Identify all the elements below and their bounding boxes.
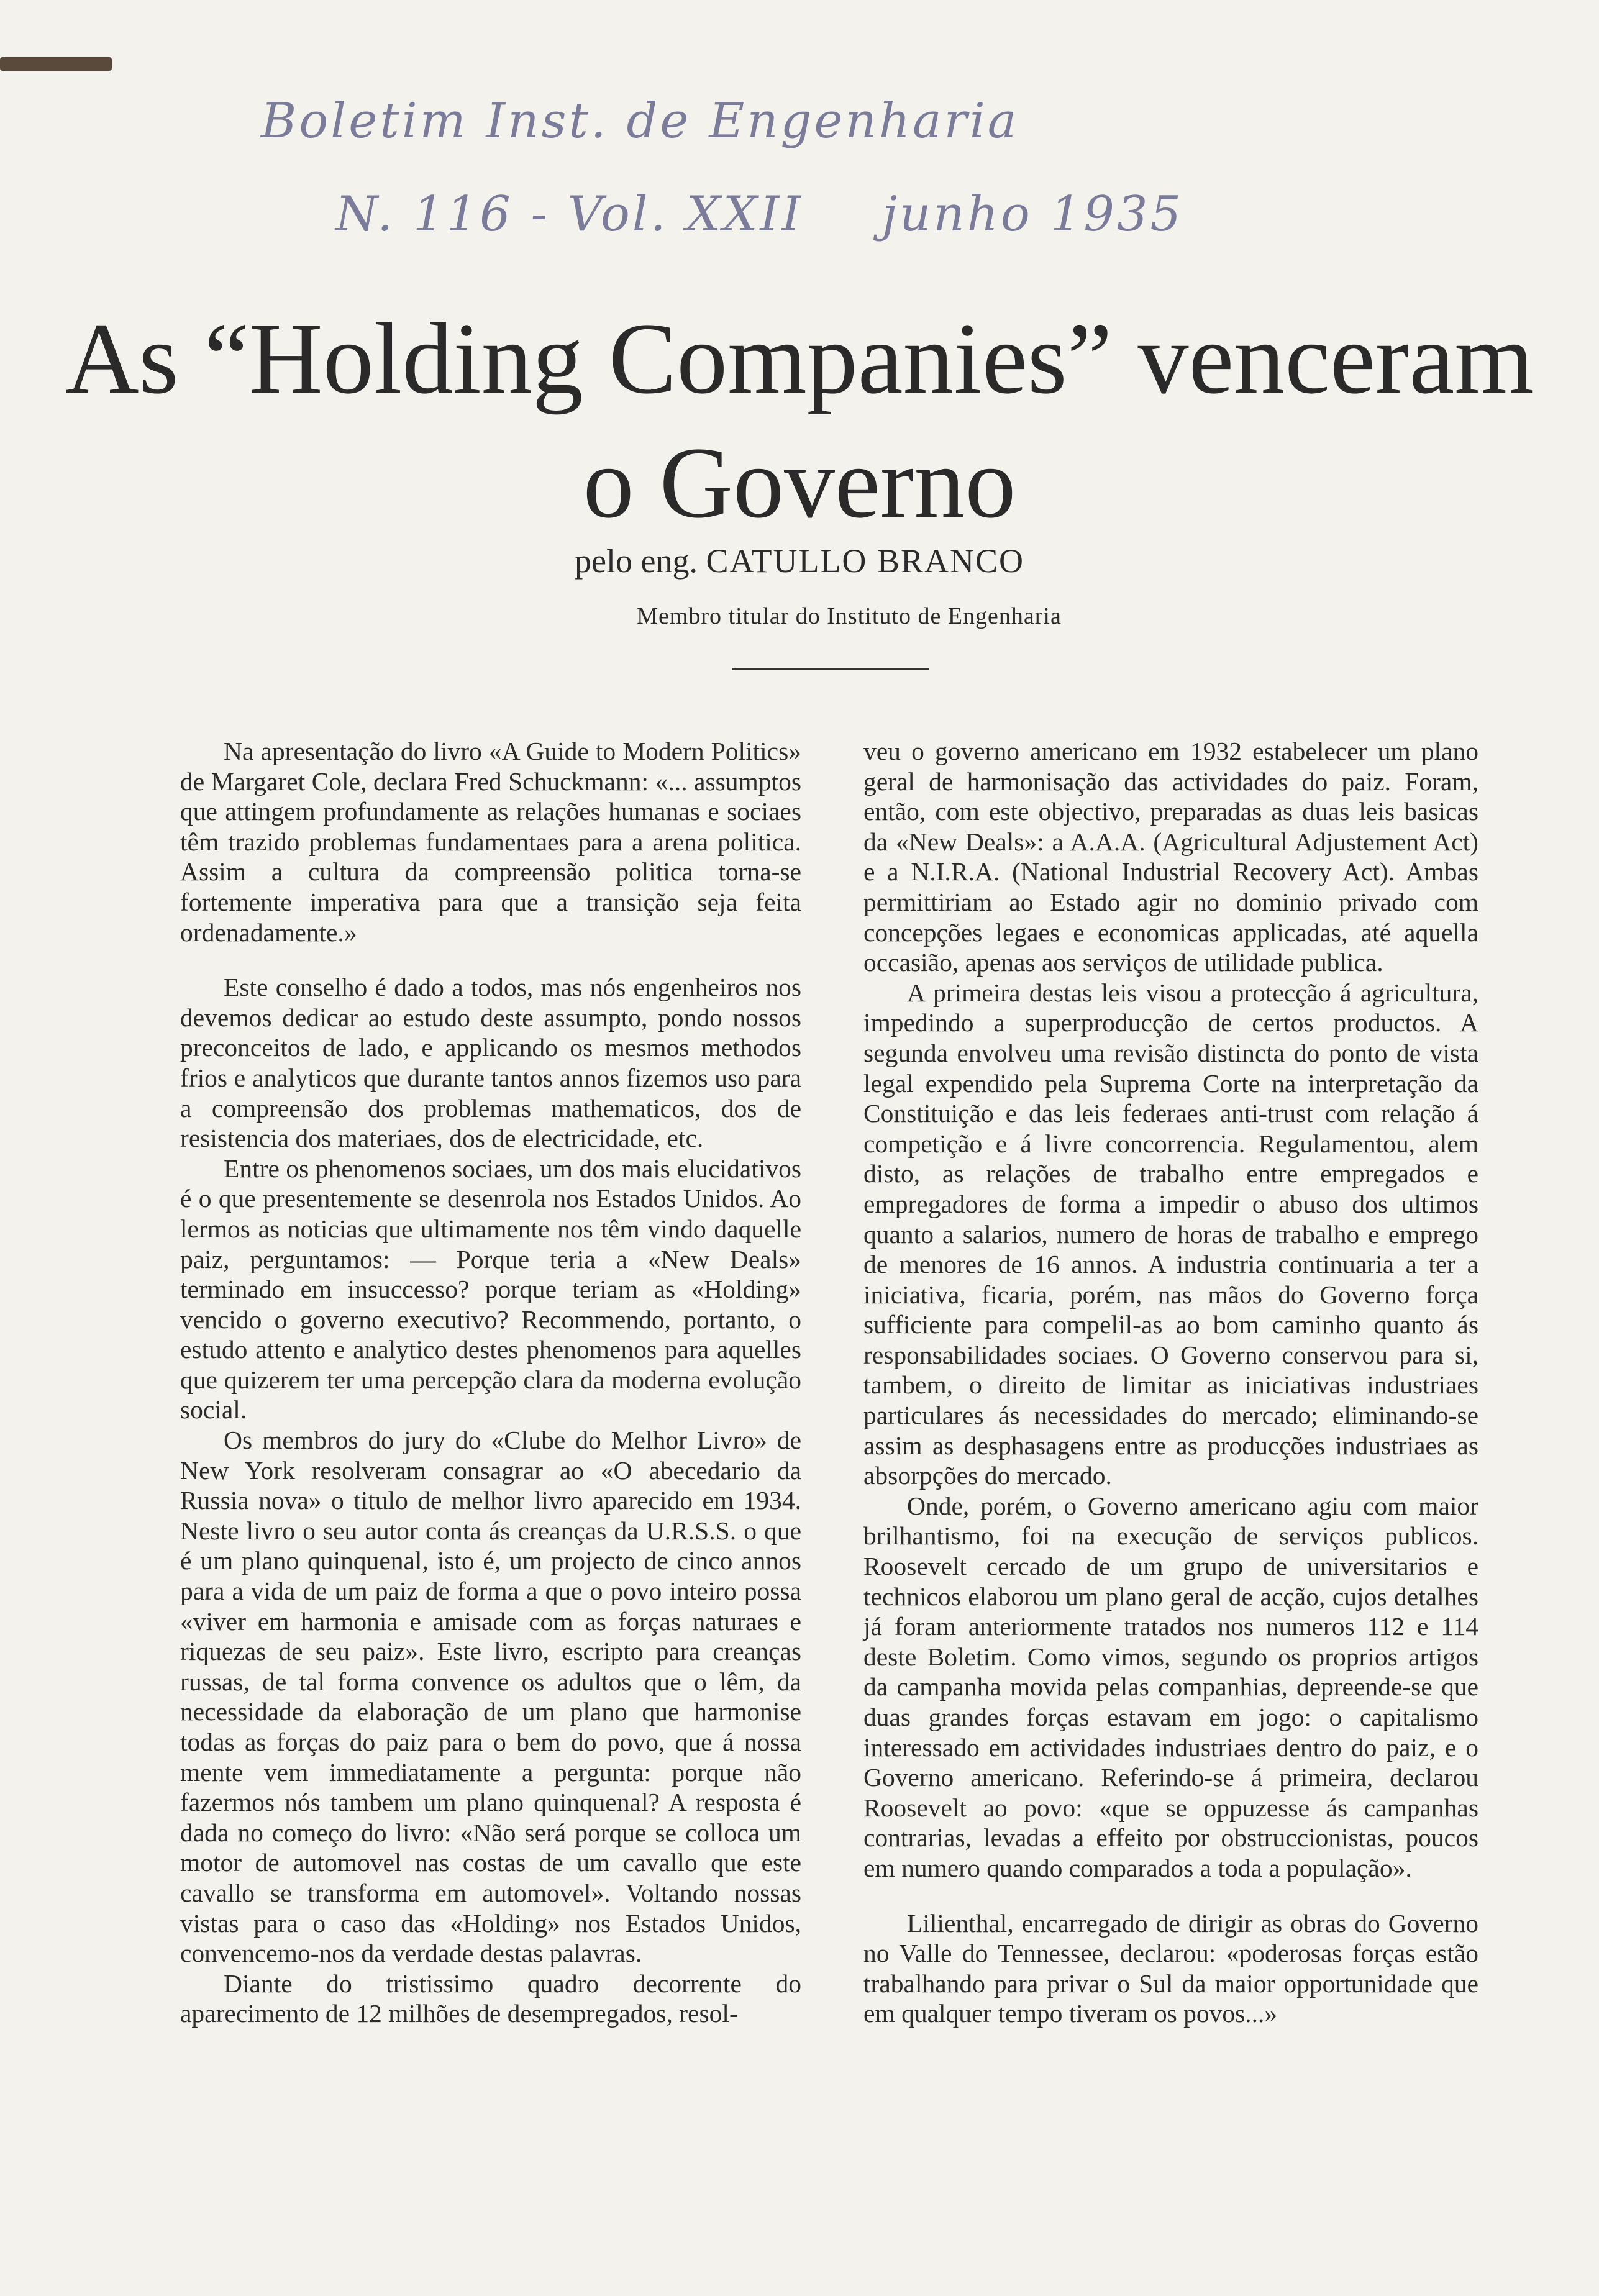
paragraph: Os membros do jury do «Clube do Melhor Livro» de New York resolveram consagrar ao «O abecedario da Russia nova» o titulo de melhor livro aparecido em 1934. Neste livro o seu autor conta ás creanças da U.R.S.S. o que é um plano quinquenal, isto é, um projecto de cinco annos para a vida de um paiz de forma a que o povo inteiro possa «viver em harmonia e amisade com as forças naturaes e riquezas de seu paiz». Este livro, escripto para creanças russas, de tal forma convence os adultos que o lêm, da necessidade da elaboração de um plano que harmonise todas as forças do paiz para o bem do povo, que á nossa mente vem immediatamente a pergunta: porque não fazermos nós tambem um plano quinquenal? A resposta é dada no começo do livro: «Não será porque se colloca um motor de automovel nas costas de um cavallo que este cavallo se transforma em automovel». Voltando nossas vistas para o caso das «Holding» nos Estados Unidos, convencemo-nos da verdade destas palavras. [180,1426,801,1968]
paragraph: Lilienthal, encarregado de dirigir as obras do Governo no Valle do Tennessee, declarou: «poderosas forças estão trabalhando para privar o Sul da maior opportunidade que em qualquer tempo tiveram os povos...» [863,1908,1478,2028]
article-title-line2: o Governo [583,427,1016,539]
paragraph: Entre os phenomenos sociaes, um dos mais elucidativos é o que presentemente se desenrola nos Estados Unidos. Ao lermos as noticias que ultimamente nos têm vindo daquelle paiz, perguntamos: — Porque teria a «New Deals» terminado em insuccesso? porque teriam as «Holding» vencido o governo executivo? Recommendo, portanto, o estudo attento e analytico destes phenomenos para aquelles que quizerem ter uma percepção clara da moderna evolução social. [180,1154,801,1424]
scan-edge-mark [0,57,112,71]
right-column [863,736,1478,2029]
paragraph: veu o governo americano em 1932 estabelecer um plano geral de harmonisação das actividades do paiz. Foram, então, com este objectivo, preparadas as duas leis basicas da «New Deals»: a A.A.A. (Agricultural Adjustement Act) e a N.I.R.A. (National Industrial Recovery Act). Ambas permittiriam ao Estado agir no dominio privado com concepções legaes e economicas applicadas, até aquella occasião, apenas aos serviços de utilidade publica. [863,737,1478,977]
article-title-line1: As “Holding Companies” venceram [65,303,1534,415]
handwritten-journal-name: Boletim Inst. de Engenharia [261,93,1019,149]
byline [0,542,1599,580]
handwritten-issue-number: N. 116 - Vol. XXII [335,186,804,242]
handwritten-date: junho 1935 [882,186,1184,242]
paragraph: Este conselho é dado a todos, mas nós engenheiros nos devemos dedicar ao estudo deste assumpto, pondo nossos preconceitos de lado, e applicando os mesmos methodos frios e analyticos que durante tantos annos fizemos uso para a compreensão dos problemas mathematicos, dos de resistencia dos materiaes, dos de electricidade, etc. [180,973,801,1153]
paragraph: Na apresentação do livro «A Guide to Modern Politics» de Margaret Cole, declara Fred Schuckmann: «... assumptos que attingem profundamente as relações humanas e sociaes têm trazido problemas fundamentaes para a arena politica. Assim a cultura da compreensão politica torna-se fortemente imperativa para que a transição seja feita ordenadamente.» [180,737,801,947]
author-name: CATULLO BRANCO [706,542,1024,580]
title-divider [732,668,929,670]
paragraph: A primeira destas leis visou a protecção á agricultura, impedindo a superproducção de certos productos. A segunda envolveu uma revisão distincta do ponto de vista legal expendido pela Suprema Corte na interpretação da Constituição e das leis federaes anti-trust com relação á competição e á livre concorrencia. Regulamentou, alem disto, as relações de trabalho entre empregados e empregadores de forma a impedir o abuso dos ultimos quanto a salarios, numero de horas de trabalho e emprego de menores de 16 annos. A industria continuaria a ter a iniciativa, ficaria, porém, nas mãos do Governo força sufficiente para compelil-as ao bom caminho quanto ás responsabilidades sociaes. O Governo conservou para si, tambem, o direito de limitar as iniciativas industriaes particulares ás necessidades do mercado; eliminando-se assim as desphasagens entre as producções industriaes as absorpções do mercado. [863,978,1478,1490]
paragraph: Onde, porém, o Governo americano agiu com maior brilhantismo, foi na execução de serviços publicos. Roosevelt cercado de um grupo de universitarios e technicos elaborou um plano geral de acção, cujos detalhes já foram anteriormente tratados nos numeros 112 e 114 deste Boletim. Como vimos, segundo os proprios artigos da campanha movida pelas companhias, depreende-se que duas grandes forças estavam em jogo: o capitalismo interessado em actividades industriaes dentro do paiz, e o Governo americano. Referindo-se á primeira, declarou Roosevelt ao povo: «que se oppuzesse ás campanhas contrarias, levadas a effeito por obstruccionistas, poucos em numero quando comparados a toda a população». [863,1491,1478,1882]
byline-prefix: pelo eng. [575,542,698,580]
paragraph: Diante do tristissimo quadro decorrente do aparecimento de 12 milhões de desempregados, resol- [180,1969,801,2028]
left-column [180,736,801,2029]
author-role: Membro titular do Instituto de Engenharia [637,603,1062,629]
